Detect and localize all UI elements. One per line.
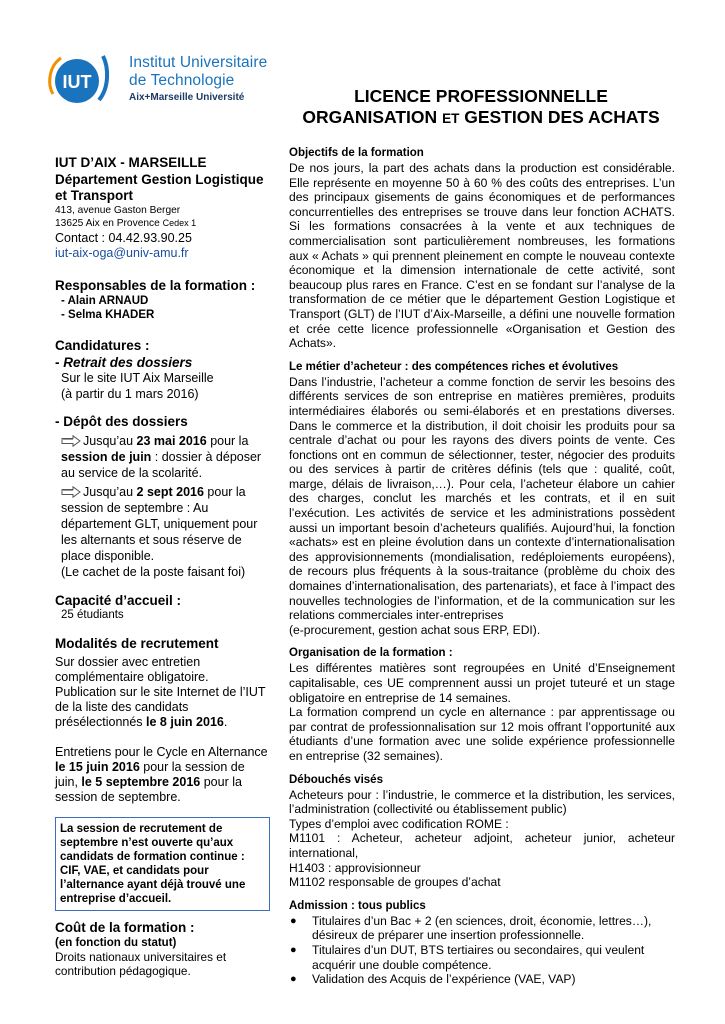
admission-heading: Admission : tous publics bbox=[289, 899, 426, 912]
logo-university: Aix+Marseille Université bbox=[129, 92, 245, 103]
left-column bbox=[55, 155, 270, 978]
objectifs-heading: Objectifs de la formation bbox=[289, 147, 424, 159]
modalites-p1a: Sur dossier avec entretien complémentaire obligatoire. Publication sur le site Internet de l’IUT de la liste des candidats présélectionnés bbox=[55, 654, 266, 729]
logo-mark-text: IUT bbox=[62, 72, 92, 92]
depot-item-1 bbox=[55, 433, 270, 481]
objectifs-text: De nos jours, la part des achats dans la production est considérable. Elle représente en moyenne 50 à 60 % des coûts des entreprises. L’un des principaux gisements de gains économiques et de performances concurrentielles des entreprises se trouve dans leur fonction ACHATS. Si les formations consacrées à la vente et aux techniques de commercialisation sont particulièrement nombreuses, les formations aux « Achats » qui prennent pleinement en compte le nouveau contexte économique et la dimension internationale de cette activité, sont beaucoup plus rares en France. C’est en se fondant sur l’analyse de la transformation de ce métier que le département Gestion Logistique et Transport (GLT) de l’IUT d’Aix-Marseille, a défini une nouvelle formation et crée cette licence professionnelle «Organisation et Gestion des Achats». bbox=[289, 161, 675, 351]
retrait-line1: Sur le site IUT Aix Marseille bbox=[61, 371, 214, 385]
title-line1: LICENCE PROFESSIONNELLE bbox=[354, 86, 608, 106]
department-name: Département Gestion Logistique et Transport bbox=[55, 171, 264, 203]
depot-item-2 bbox=[55, 484, 270, 580]
debouches-line-1: Acheteurs pour : l’industrie, le commerce et la distribution, les services, l’administration (collectivité ou établissement public) bbox=[289, 787, 675, 817]
organisation-text-2: La formation comprend un cycle en alternance : par apprentissage ou par contrat de professionnalisation sur 12 mois offrant l’opportunité aux étudiants d’une formation avec une solide expérience professionnelle en entreprise (32 semaines). bbox=[289, 705, 675, 763]
session-notice-box: La session de recrutement de septembre n’est ouverte qu’aux candidats de formation continue : CIF, VAE, et candidats pour l’alternance ayant déjà trouvé une entreprise d’accueil. bbox=[55, 817, 270, 911]
depot1-session: session de juin bbox=[61, 449, 152, 464]
debouches-line-4: H1403 : approvisionneur bbox=[289, 860, 421, 875]
responsables-heading: Responsables de la formation : bbox=[55, 277, 256, 293]
logo-name-line2: de Technologie bbox=[129, 72, 235, 89]
depot2-text-a: Jusqu’au bbox=[83, 484, 137, 499]
depot2-date: 2 sept 2016 bbox=[136, 484, 204, 499]
contact-phone: Contact : 04.42.93.90.25 bbox=[55, 230, 192, 245]
depot1-text-e: : dossier à déposer au service de la scolarité. bbox=[61, 449, 262, 480]
depot2-text-d: (Le cachet de la poste faisant foi) bbox=[61, 564, 246, 579]
metier-heading: Le métier d’acheteur : des compétences riches et évolutives bbox=[289, 360, 619, 373]
organisation-heading: Organisation de la formation : bbox=[289, 647, 453, 660]
debouches-heading: Débouchés visés bbox=[289, 773, 383, 786]
debouches-line-3: M1101 : Acheteur, acheteur adjoint, acheteur junior, acheteur international, bbox=[289, 831, 675, 860]
address-line2 bbox=[55, 217, 270, 231]
modalites-text-1 bbox=[55, 655, 270, 730]
title-part-a: ORGANISATION bbox=[302, 107, 438, 127]
debouches-line-5: M1102 responsable de groupes d’achat bbox=[289, 875, 501, 890]
modalites-text-2 bbox=[55, 745, 270, 805]
responsable-1: - Alain ARNAUD bbox=[61, 295, 149, 307]
objectifs-section bbox=[289, 146, 675, 351]
cout-text: Droits nationaux universitaires et contribution pédagogique. bbox=[55, 950, 227, 978]
retrait-heading bbox=[55, 355, 270, 372]
retrait-title: Retrait des dossiers bbox=[63, 354, 193, 370]
page-title bbox=[296, 86, 666, 129]
cout-heading: Coût de la formation : bbox=[55, 919, 195, 935]
iut-logo bbox=[45, 44, 285, 110]
organisation-text-1: Les différentes matières sont regroupées en Unité d’Enseignement capitalisable, ces UE comprennent aussi un projet tuteuré et un stage obligatoire en entreprise de 14 semaines. bbox=[289, 661, 675, 705]
modalites-p2-date1: le 15 juin 2016 bbox=[55, 759, 140, 774]
debouches-section bbox=[289, 773, 675, 890]
iut-logo-icon bbox=[45, 50, 115, 110]
depot1-date: 23 mai 2016 bbox=[136, 433, 207, 448]
address-cedex: Cedex 1 bbox=[162, 218, 197, 228]
depot2-text-c: pour la session de septembre : Au département GLT, uniquement pour les alternants et sous réserve de place disponible. bbox=[61, 484, 258, 563]
metier-section bbox=[289, 360, 675, 638]
org-name: IUT D’AIX - MARSEILLE bbox=[55, 155, 207, 170]
address-city: 13625 Aix en Provence bbox=[55, 218, 160, 229]
modalites-p2e: pour la session de septembre. bbox=[55, 774, 242, 804]
responsable-2: - Selma KHADER bbox=[61, 309, 155, 321]
capacite-heading: Capacité d’accueil : bbox=[55, 592, 182, 608]
debouches-line-2: Types d’emploi avec codification ROME : bbox=[289, 816, 509, 831]
title-part-b: GESTION DES ACHATS bbox=[464, 107, 660, 127]
modalites-p2a: Entretiens pour le Cycle en Alternance bbox=[55, 744, 268, 759]
logo-name-line1: Institut Universitaire bbox=[129, 54, 268, 71]
depot-heading: - Dépôt des dossiers bbox=[55, 414, 188, 429]
capacite-value: 25 étudiants bbox=[61, 609, 124, 621]
depot1-text-c: pour la bbox=[206, 433, 249, 448]
right-column bbox=[289, 146, 675, 987]
organisation-section bbox=[289, 646, 675, 763]
candidatures-heading: Candidatures : bbox=[55, 338, 150, 353]
arrow-right-icon bbox=[61, 486, 81, 498]
list-item: ● Validation des Acquis de l’expérience (VAE, VAP) bbox=[289, 972, 675, 987]
retrait-line2: (à partir du 1 mars 2016) bbox=[61, 386, 199, 401]
modalites-p1c: . bbox=[223, 714, 228, 729]
modalites-p2c: pour la session de juin, bbox=[55, 759, 245, 789]
admission-section bbox=[289, 899, 675, 987]
title-line2 bbox=[296, 107, 666, 129]
list-item: ● Titulaires d’un Bac + 2 (en sciences, droit, économie, lettres…), désireux de préparer une insertion professionnelle. bbox=[289, 914, 675, 943]
depot1-text-a: Jusqu’au bbox=[83, 433, 137, 448]
modalites-heading: Modalités de recrutement bbox=[55, 636, 219, 651]
retrait-dash: - bbox=[55, 354, 64, 370]
modalites-p2-date2: le 5 septembre 2016 bbox=[81, 774, 201, 789]
contact-email[interactable]: iut-aix-oga@univ-amu.fr bbox=[55, 246, 189, 260]
metier-text-2: (e-procurement, gestion achat sous ERP, EDI). bbox=[289, 622, 541, 637]
metier-text: Dans l’industrie, l’acheteur a comme fonction de servir les besoins des différents services de son entreprise en matières premières, produits intermédiaires élaborés ou semi-élaborés et en prestations diverses. Dans le commerce et la distribution, il doit choisir les produits pour sa centrale d’achat ou pour les rayons des divers points de vente. Ces fonctions ont en commun de sélectionner, tester, négocier des produits ou des services à partir de critères définis (tels que : qualité, coût, marge, délais de livraison,…). Pour cela, l’acheteur élabore un cahier des charges, conclut les marchés et les contrats, et il en suit l’exécution. Les activités de service et les administrations possèdent aussi un important besoin d’acheteurs qualifiés. Aujourd’hui, la fonction «achats» est en pleine évolution dans un contexte d’internationalisation des approvisionnements (mondialisation, redéploiements européens), de recours plus fréquents à la sous-traitance (problème du choix des domaines d’internationalisation, des partenariats), et face à l’impact des nouvelles technologies de l’information, et de la communication sur les relations commerciales inter-entreprises bbox=[289, 374, 675, 623]
admission-list bbox=[289, 914, 675, 987]
list-item: ● Titulaires d’un DUT, BTS tertiaires ou secondaires, qui veulent acquérir une double compétence. bbox=[289, 943, 675, 972]
arrow-right-icon bbox=[61, 435, 81, 447]
cout-subheading: (en fonction du statut) bbox=[55, 937, 177, 949]
modalites-p1-date: le 8 juin 2016 bbox=[146, 714, 224, 729]
address-line1: 413, avenue Gaston Berger bbox=[55, 204, 181, 216]
title-part-et: ET bbox=[442, 111, 460, 126]
